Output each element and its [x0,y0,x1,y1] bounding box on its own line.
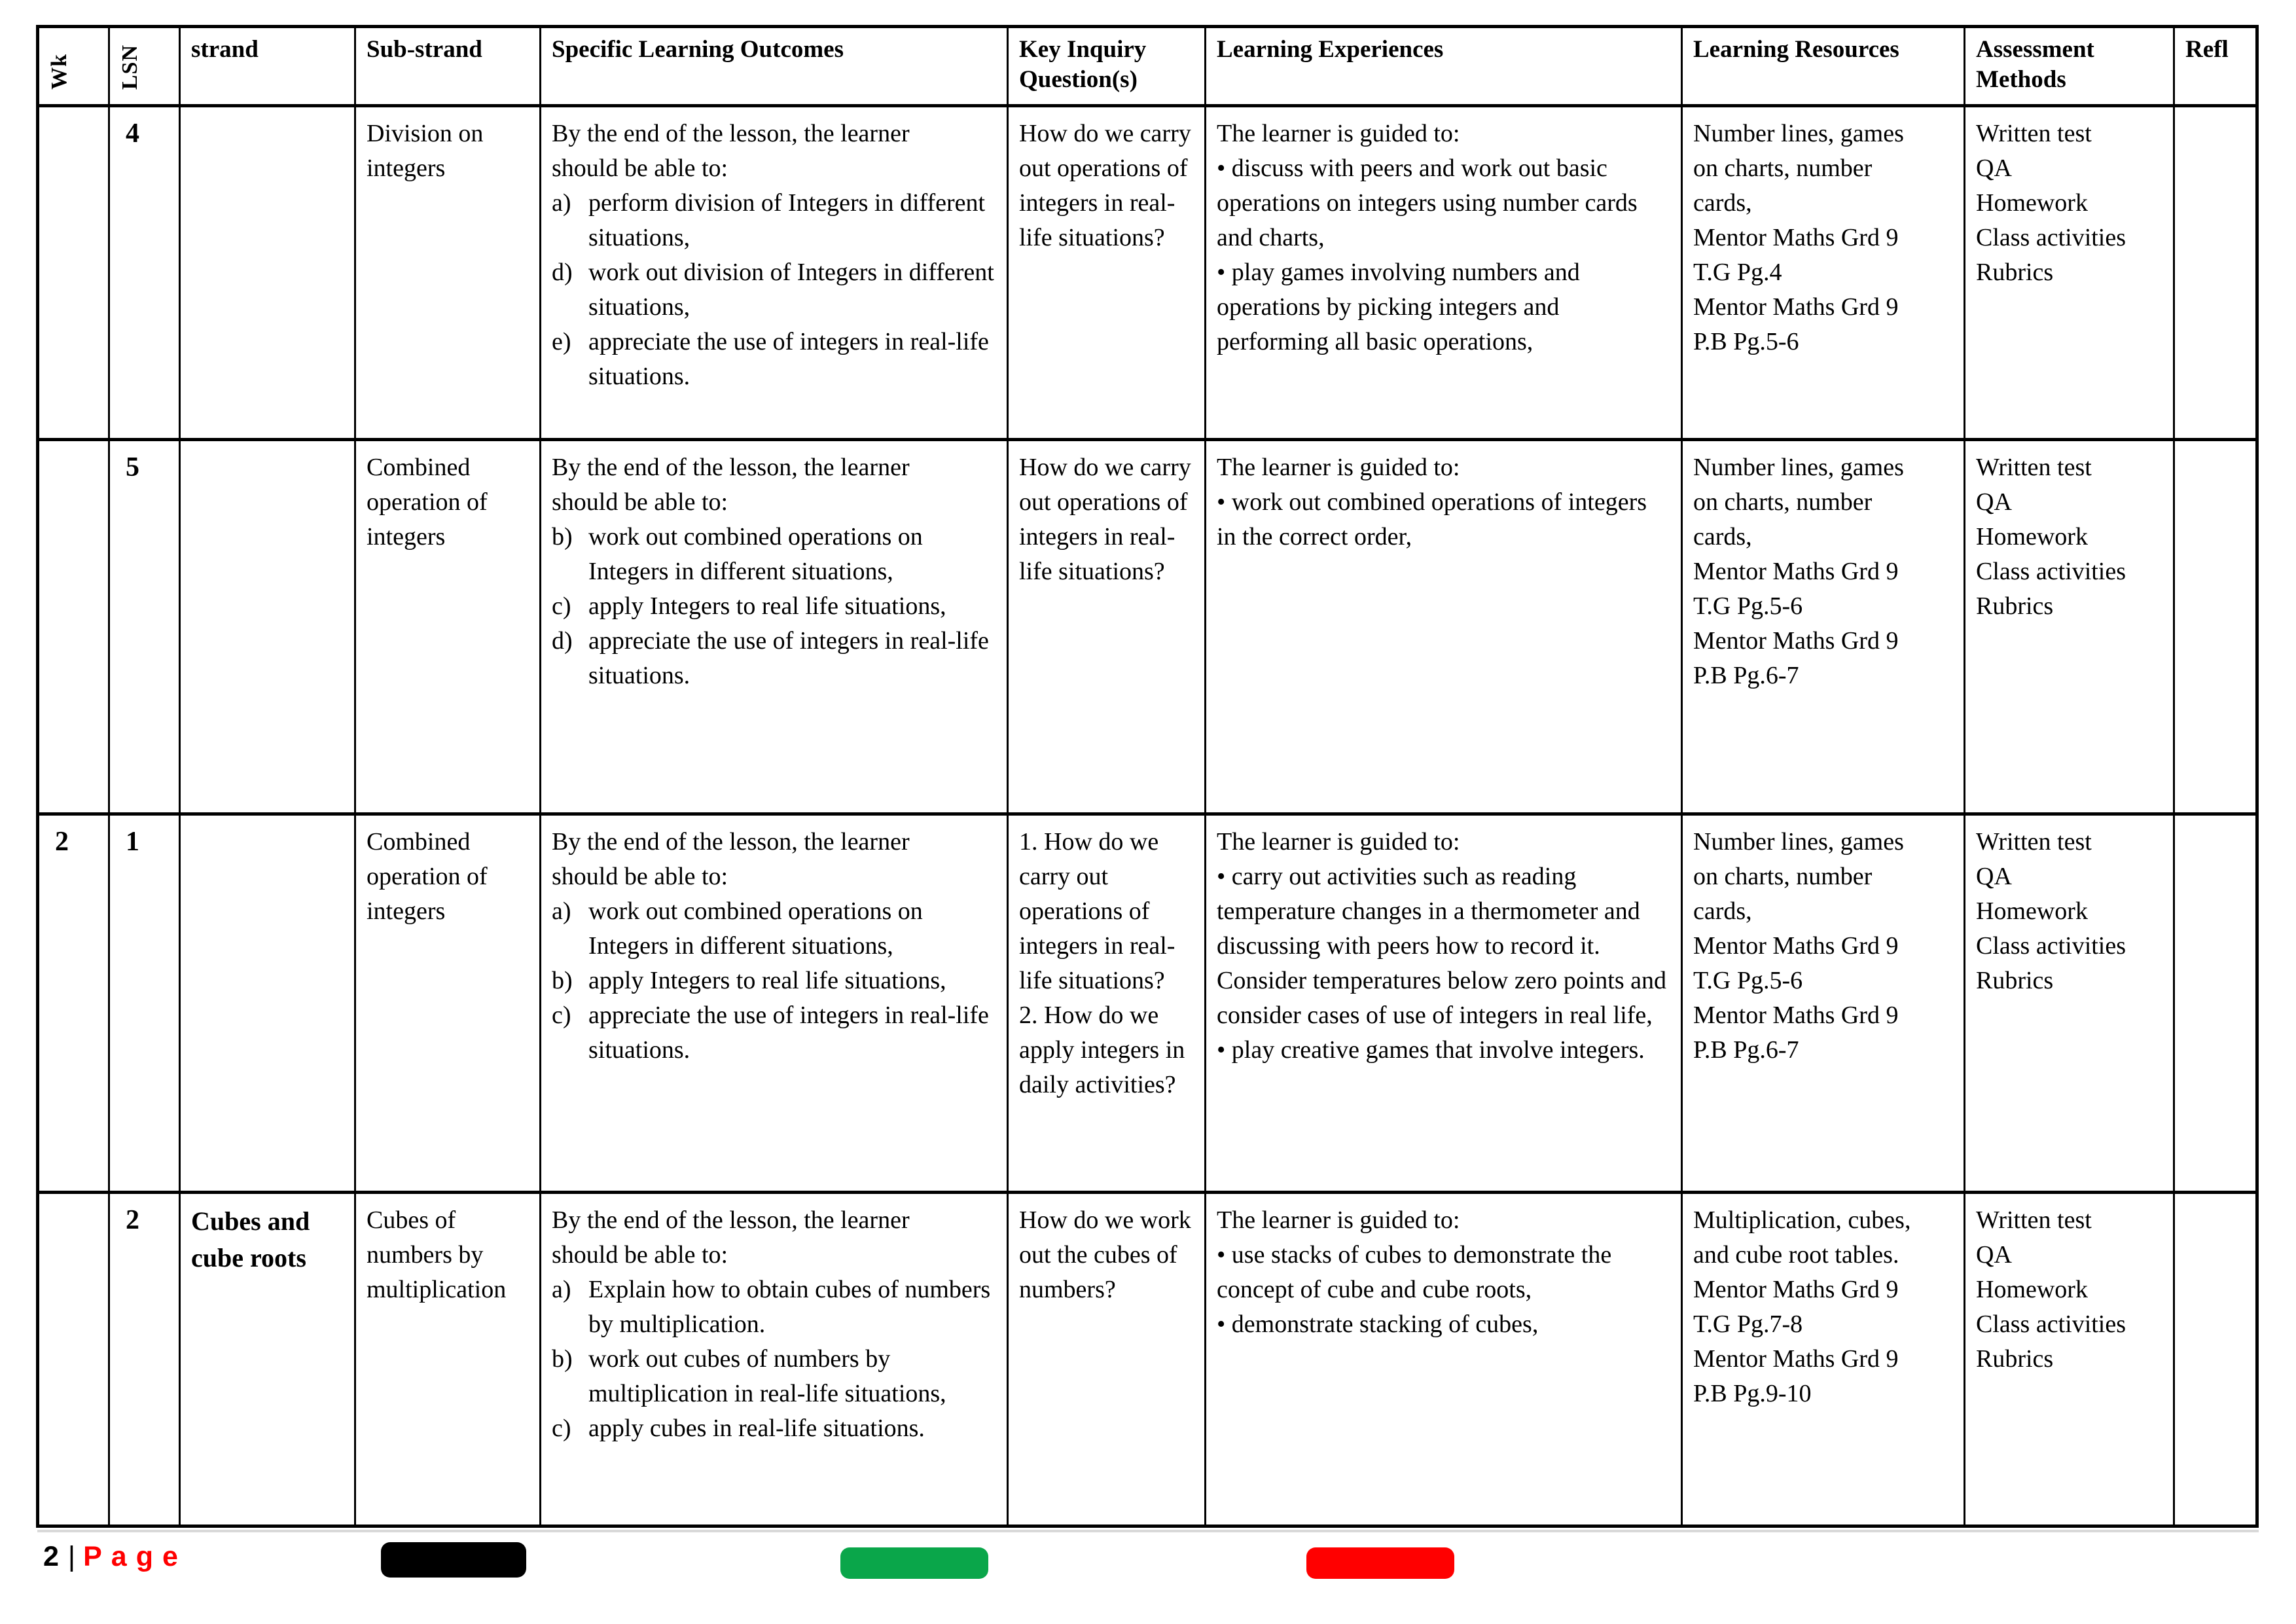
green-highlight-bar [840,1547,988,1579]
assessment-line: Class activities [1976,224,2126,251]
resource-line: Mentor Maths Grd 9 P.B Pg.6-7 [1693,627,1899,689]
cell-learning-experiences [1206,440,1682,814]
cell-assessment-methods [1965,1193,2174,1526]
cell-learning-experiences [1206,814,1682,1193]
cell-lsn: 4 [109,106,180,440]
outcomes-intro: By the end of the lesson, the learner should be able to: [552,454,910,516]
header-row [38,27,2257,106]
outcome-text: apply Integers to real life situations, [588,592,946,620]
outcome-text: appreciate the use of integers in real-life situations. [588,627,989,689]
header-assessment-methods: Assessment Methods [1965,27,2174,106]
outcome-label: d) [552,259,573,286]
experience-item: • carry out activities such as reading temperature changes in a thermometer and discussing with peers how to record it. Consider temperatures below zero points and consider cases of use of integers in real life, [1217,863,1666,1029]
cell-wk [38,440,109,814]
header-lsn [109,27,180,106]
outcome-label: c) [552,1001,571,1029]
outcome-item [552,186,996,255]
header-learning-experiences: Learning Experiences [1206,27,1682,106]
assessment-line: Written test [1976,454,2092,481]
assessment-line: Class activities [1976,558,2126,585]
cell-assessment-methods [1965,106,2174,440]
outcome-text: work out division of Integers in different situations, [588,259,994,321]
cell-sub-strand: Cubes of numbers by multiplication [355,1193,541,1526]
experiences-intro: The learner is guided to: [1217,828,1460,856]
assessment-line: Rubrics [1976,1345,2054,1373]
cell-specific-learning-outcomes [541,106,1008,440]
assessment-line: Homework [1976,1276,2088,1303]
page-footer [43,1537,187,1576]
outcome-label: a) [552,897,571,925]
cell-assessment-methods [1965,814,2174,1193]
outcome-item [552,520,996,589]
lsn-header-label: LSN [118,44,142,90]
cell-learning-resources [1682,440,1965,814]
assessment-line: Class activities [1976,1310,2126,1338]
cell-assessment-methods [1965,440,2174,814]
cell-specific-learning-outcomes [541,814,1008,1193]
outcome-text: Explain how to obtain cubes of numbers by multiplication. [588,1276,991,1338]
cell-wk: 2 [38,814,109,1193]
outcome-label: a) [552,189,571,217]
outcome-label: e) [552,328,571,355]
table-row [38,106,2257,440]
experience-item: • demonstrate stacking of cubes, [1217,1310,1539,1338]
resource-line: Number lines, games on charts, number cards, [1693,454,1904,550]
assessment-line: Written test [1976,120,2092,147]
experience-item: • use stacks of cubes to demonstrate the concept of cube and cube roots, [1217,1241,1612,1303]
outcome-item [552,624,996,693]
assessment-line: Class activities [1976,932,2126,960]
cell-learning-resources [1682,1193,1965,1526]
resource-line: Number lines, games on charts, number cards, [1693,828,1904,925]
outcome-text: work out combined operations on Integers in different situations, [588,523,923,585]
outcome-text: appreciate the use of integers in real-life situations. [588,1001,989,1064]
assessment-line: Homework [1976,189,2088,217]
outcome-text: work out combined operations on Integers in different situations, [588,897,923,960]
resource-line: Number lines, games on charts, number cards, [1693,120,1904,217]
cell-refl [2174,106,2257,440]
cell-learning-resources [1682,814,1965,1193]
outcomes-intro: By the end of the lesson, the learner should be able to: [552,1206,910,1269]
outcome-item [552,589,996,624]
inquiry-question: How do we carry out operations of integers in real-life situations? [1019,120,1191,251]
cell-learning-experiences [1206,106,1682,440]
black-highlight-bar [381,1542,526,1578]
assessment-line: Rubrics [1976,259,2054,286]
outcome-label: b) [552,1345,573,1373]
cell-learning-resources [1682,106,1965,440]
resource-line: Mentor Maths Grd 9 T.G Pg.5-6 [1693,932,1899,994]
resource-line: Mentor Maths Grd 9 P.B Pg.9-10 [1693,1345,1899,1407]
cell-sub-strand: Combined operation of integers [355,814,541,1193]
table-row [38,440,2257,814]
assessment-line: QA [1976,863,2012,890]
footer-divider [37,1530,2259,1532]
assessment-line: Rubrics [1976,592,2054,620]
outcome-item [552,1342,996,1411]
assessment-line: Written test [1976,828,2092,856]
cell-learning-experiences [1206,1193,1682,1526]
outcome-text: appreciate the use of integers in real-life situations. [588,328,989,390]
outcome-label: b) [552,523,573,550]
cell-refl [2174,814,2257,1193]
header-specific-learning-outcomes: Specific Learning Outcomes [541,27,1008,106]
cell-sub-strand: Combined operation of integers [355,440,541,814]
cell-key-inquiry-questions [1008,814,1206,1193]
resource-line: Mentor Maths Grd 9 P.B Pg.5-6 [1693,293,1899,355]
cell-lsn: 2 [109,1193,180,1526]
inquiry-question: How do we work out the cubes of numbers? [1019,1206,1191,1303]
header-refl: Refl [2174,27,2257,106]
header-key-inquiry-questions: Key Inquiry Question(s) [1008,27,1206,106]
outcome-item [552,325,996,394]
resource-line: Mentor Maths Grd 9 T.G Pg.5-6 [1693,558,1899,620]
assessment-line: QA [1976,1241,2012,1269]
experience-item: • play games involving numbers and operations by picking integers and performing all basic operations, [1217,259,1580,355]
cell-wk [38,106,109,440]
experiences-intro: The learner is guided to: [1217,120,1460,147]
page-label: Page [83,1541,187,1572]
cell-strand [180,440,355,814]
cell-key-inquiry-questions [1008,440,1206,814]
outcome-label: c) [552,1415,571,1442]
resource-line: Multiplication, cubes, and cube root tables. [1693,1206,1911,1269]
cell-lsn: 1 [109,814,180,1193]
outcome-item [552,894,996,964]
outcome-text: apply cubes in real-life situations. [588,1415,925,1442]
outcome-label: c) [552,592,571,620]
assessment-line: Homework [1976,523,2088,550]
cell-specific-learning-outcomes [541,1193,1008,1526]
outcome-label: d) [552,627,573,655]
assessment-line: QA [1976,154,2012,182]
outcome-text: perform division of Integers in different situations, [588,189,986,251]
assessment-line: Rubrics [1976,967,2054,994]
outcome-text: work out cubes of numbers by multiplication in real-life situations, [588,1345,946,1407]
cell-lsn: 5 [109,440,180,814]
cell-specific-learning-outcomes [541,440,1008,814]
table-row [38,1193,2257,1526]
cell-strand: Cubes and cube roots [180,1193,355,1526]
outcome-item [552,1272,996,1342]
outcome-item [552,255,996,325]
experiences-intro: The learner is guided to: [1217,454,1460,481]
resource-line: Mentor Maths Grd 9 T.G Pg.7-8 [1693,1276,1899,1338]
cell-strand [180,106,355,440]
experience-item: • work out combined operations of integers in the correct order, [1217,488,1647,550]
cell-refl [2174,440,2257,814]
header-strand: strand [180,27,355,106]
table-row [38,814,2257,1193]
cell-sub-strand: Division on integers [355,106,541,440]
assessment-line: QA [1976,488,2012,516]
red-highlight-bar [1306,1547,1454,1579]
outcomes-intro: By the end of the lesson, the learner should be able to: [552,120,910,182]
experience-item: • discuss with peers and work out basic operations on integers using number cards and charts, [1217,154,1638,251]
resource-line: Mentor Maths Grd 9 P.B Pg.6-7 [1693,1001,1899,1064]
outcome-label: a) [552,1276,571,1303]
outcome-item [552,964,996,998]
wk-header-label: Wk [47,54,71,90]
cell-key-inquiry-questions [1008,1193,1206,1526]
outcome-item [552,998,996,1068]
cell-key-inquiry-questions [1008,106,1206,440]
assessment-line: Homework [1976,897,2088,925]
cell-strand [180,814,355,1193]
outcome-item [552,1411,996,1446]
header-sub-strand: Sub-strand [355,27,541,106]
assessment-line: Written test [1976,1206,2092,1234]
outcomes-intro: By the end of the lesson, the learner should be able to: [552,828,910,890]
outcome-label: b) [552,967,573,994]
cell-wk [38,1193,109,1526]
inquiry-question: How do we carry out operations of integers in real-life situations? [1019,454,1191,585]
inquiry-question: 2. How do we apply integers in daily activities? [1019,1001,1185,1098]
footer-separator: | [67,1541,76,1572]
outcome-text: apply Integers to real life situations, [588,967,946,994]
header-wk [38,27,109,106]
experiences-intro: The learner is guided to: [1217,1206,1460,1234]
cell-refl [2174,1193,2257,1526]
scheme-of-work-table [36,25,2259,1528]
header-learning-resources: Learning Resources [1682,27,1965,106]
page-number: 2 [43,1541,59,1572]
inquiry-question: 1. How do we carry out operations of integers in real-life situations? [1019,828,1175,994]
experience-item: • play creative games that involve integers. [1217,1036,1645,1064]
resource-line: Mentor Maths Grd 9 T.G Pg.4 [1693,224,1899,286]
